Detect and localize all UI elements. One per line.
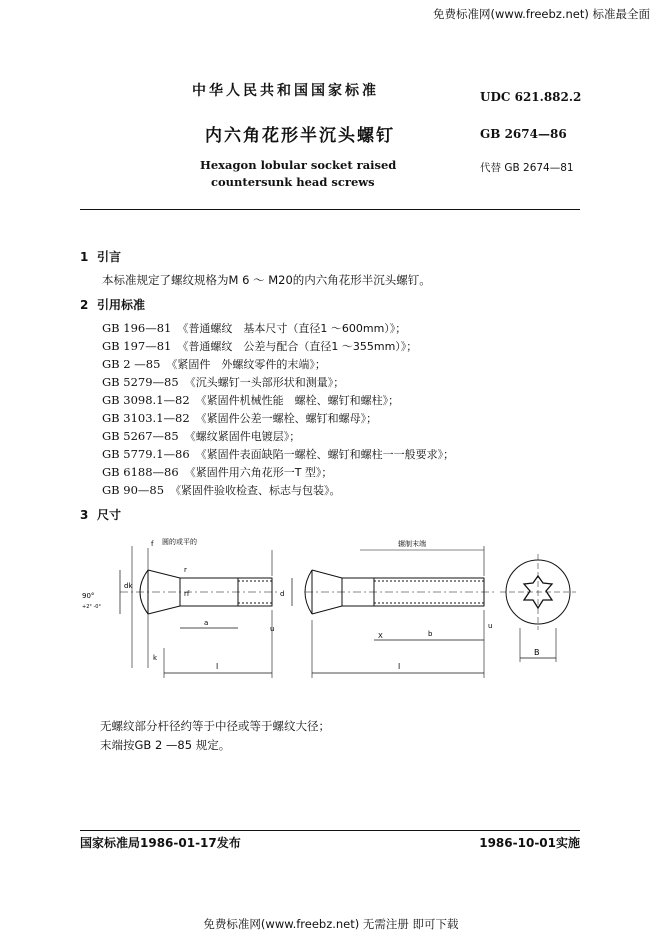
figure-label-k: k xyxy=(153,654,158,662)
reference-title: 《普通螺纹 公差与配合（直径1 ～355mm）》； xyxy=(177,340,418,353)
note-thread-end: 末端按GB 2 —85 规定。 xyxy=(100,738,231,752)
figure-label-dk: dk xyxy=(124,582,133,590)
reference-item xyxy=(102,320,406,336)
figure-label-l-side: l xyxy=(398,662,401,671)
reference-title: 《紧固件验收检查、标志与包装》。 xyxy=(170,484,341,497)
reference-code: GB 3103.1—82 xyxy=(102,411,190,425)
section-title: 引用标准 xyxy=(97,298,146,312)
reference-title: 《紧固件 外螺纹零件的末端》； xyxy=(166,358,326,371)
figure-label-r: r xyxy=(184,566,187,574)
site-header-note: 免费标准网(www.freebz.net) 标准最全面 xyxy=(433,7,650,21)
reference-title: 《紧固件用六角花形一T 型》； xyxy=(184,466,333,479)
screw-drawing xyxy=(80,528,580,688)
figure-angle-tolerance: +2° -0° xyxy=(82,604,101,610)
intro-paragraph: 本标准规定了螺纹规格为M 6 ～ M20的内六角花形半沉头螺钉。 xyxy=(102,273,431,287)
reference-item xyxy=(102,482,341,498)
reference-title: 《紧固件机械性能 螺栓、螺钉和螺柱》； xyxy=(195,394,400,407)
side-view xyxy=(305,546,494,678)
reference-item xyxy=(102,428,300,444)
figure-label-u-side: u xyxy=(488,622,493,630)
figure-note-round: 圆的或平的 xyxy=(162,538,197,546)
reference-code: GB 6188—86 xyxy=(102,465,179,479)
figure-label-rf: rf xyxy=(184,590,190,598)
reference-title: 《紧固件表面缺陷一螺栓、螺钉和螺柱一一般要求》； xyxy=(195,448,455,461)
front-view xyxy=(120,546,292,678)
figure-label-d: d xyxy=(280,590,285,598)
figure-label-b: b xyxy=(428,630,433,638)
reference-title: 《沉头螺钉一头部形状和测量》； xyxy=(184,376,345,389)
section-number: 3 xyxy=(80,508,89,522)
figure-label-a: a xyxy=(204,619,209,627)
section-number: 1 xyxy=(80,250,89,264)
section-heading xyxy=(80,248,121,265)
end-view xyxy=(500,554,576,662)
reference-item xyxy=(102,446,454,462)
figure-note-end: 辗制末端 xyxy=(398,540,426,548)
standard-title-en-line-2: countersunk head screws xyxy=(211,175,375,189)
implementation-date: 1986-10-01实施 xyxy=(479,836,580,850)
reference-code: GB 5267—85 xyxy=(102,429,179,443)
footer-divider xyxy=(80,830,580,831)
reference-code: GB 2 —85 xyxy=(102,357,161,371)
figure-label-B: B xyxy=(534,648,540,657)
figure-angle: 90° xyxy=(82,592,95,600)
reference-code: GB 196—81 xyxy=(102,321,172,335)
reference-title: 《螺纹紧固件电镀层》； xyxy=(184,430,301,443)
udc-code: UDC 621.882.2 xyxy=(480,90,582,104)
section-heading xyxy=(80,296,145,313)
reference-item xyxy=(102,464,332,480)
reference-code: GB 5779.1—86 xyxy=(102,447,190,461)
issuing-org: 中华人民共和国国家标准 xyxy=(192,83,379,99)
figure-label-x: X xyxy=(378,632,383,640)
reference-item xyxy=(102,392,399,408)
header-divider xyxy=(80,209,580,210)
reference-code: GB 197—81 xyxy=(102,339,172,353)
reference-item xyxy=(102,338,417,354)
replaces-standard: 代替 GB 2674—81 xyxy=(480,162,574,174)
section-number: 2 xyxy=(80,298,89,312)
standard-number: GB 2674—86 xyxy=(480,127,567,141)
reference-item xyxy=(102,374,344,390)
reference-code: GB 3098.1—82 xyxy=(102,393,190,407)
reference-code: GB 90—85 xyxy=(102,483,165,497)
reference-item xyxy=(102,356,326,372)
reference-item xyxy=(102,410,377,426)
section-title: 引言 xyxy=(97,250,122,264)
site-footer-note: 免费标准网(www.freebz.net) 无需注册 即可下载 xyxy=(203,917,459,931)
reference-code: GB 5279—85 xyxy=(102,375,179,389)
standard-title-en-line-1: Hexagon lobular socket raised xyxy=(200,158,397,172)
note-shank-diameter: 无螺纹部分杆径约等于中径或等于螺纹大径； xyxy=(100,719,330,733)
issue-date: 国家标准局1986-01-17发布 xyxy=(80,836,241,850)
figure-label-l: l xyxy=(216,662,219,671)
figure-label-u: u xyxy=(270,625,275,633)
reference-title: 《紧固件公差一螺栓、螺钉和螺母》； xyxy=(195,412,378,425)
figure-label-f: f xyxy=(151,540,154,548)
reference-title: 《普通螺纹 基本尺寸（直径1 ～600mm）》； xyxy=(177,322,407,335)
standard-title-cn: 内六角花形半沉头螺钉 xyxy=(205,126,395,146)
section-title: 尺寸 xyxy=(97,508,122,522)
section-heading xyxy=(80,506,121,523)
